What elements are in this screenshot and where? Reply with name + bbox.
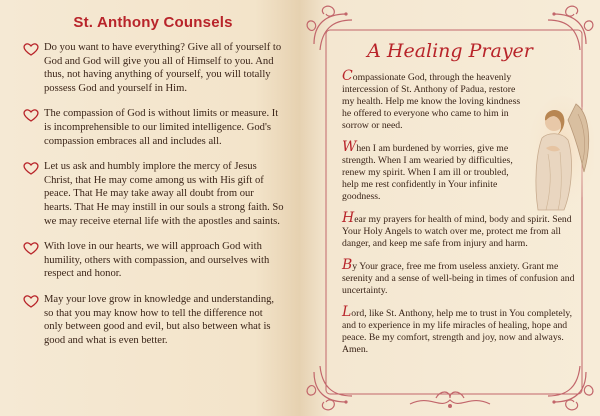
counsel-item [22, 160, 284, 228]
drop-initial: C [342, 68, 353, 84]
heart-icon [22, 294, 40, 308]
prayer-paragraph [342, 212, 578, 250]
heart-icon [22, 42, 40, 56]
counsel-text: May your love grow in knowledge and understanding, so that you may know how to tell the difference not only between good and evil, but also between what is good and what is even better. [44, 293, 275, 346]
counsel-item [22, 293, 284, 347]
counsel-item [22, 107, 284, 148]
counsel-item [22, 240, 284, 281]
counsel-item [22, 41, 284, 95]
prayer-paragraph [342, 141, 522, 203]
prayer-paragraph [342, 70, 522, 132]
counsel-text: The compassion of God is without limits or measure. It is incomprehensible to our limited intelligence. God's compassion embraces all and includes all. [44, 108, 279, 147]
right-page [300, 0, 600, 416]
prayer-paragraph [342, 306, 578, 356]
heart-icon [22, 241, 40, 255]
paragraph-text: ord, like St. Anthony, help me to trust in You completely, and to experience in my life miracles of healing, hope and peace. Be my comfort, strength and joy, now and always. Amen. [342, 308, 573, 355]
heart-icon [22, 161, 40, 175]
drop-initial: B [342, 257, 353, 273]
paragraph-text: y Your grace, free me from useless anxiety. Grant me serenity and a sense of well-being in times of confusion and uncertainty. [342, 261, 575, 296]
drop-initial: H [342, 210, 355, 226]
prayer-body [342, 70, 578, 365]
paragraph-text: ear my prayers for health of mind, body and spirit. Send Your Holy Angels to watch over me, protect me from all danger, and keep me safe from injury and harm. [342, 214, 572, 249]
heart-icon [22, 108, 40, 122]
counsel-text: Let us ask and humbly implore the mercy of Jesus Christ, that He may come among us with His gift of peace. That He may take away all doubt from our hearts. That He may instill in our souls a strong faith. So we may receive eternal life with the apostles and saints. [44, 161, 284, 227]
counsel-text: Do you want to have everything? Give all of yourself to God and God will give you all of Himself to you. And thus, not having anything of yourself, you will totally possess God and yourself in Him. [44, 42, 282, 94]
drop-initial: W [342, 139, 357, 155]
paragraph-text: hen I am burdened by worries, give me strength. When I am wearied by difficulties, renew my spirit. When I am ill or troubled, help me rest confidently in Your infinite goodness. [342, 143, 513, 202]
left-page-title: St. Anthony Counsels [73, 14, 233, 31]
counsel-text: With love in our hearts, we will approach God with humility, others with compassion, and ourselves with respect and honor. [44, 241, 270, 280]
prayer-paragraph [342, 259, 578, 297]
paragraph-text: ompassionate God, through the heavenly intercession of St. Anthony of Padua, restore my health. Help me know the loving kindness he offered to everyone who came to him in sorrow or need. [342, 72, 521, 131]
right-page-title: A Healing Prayer [367, 40, 533, 62]
drop-initial: L [342, 304, 352, 320]
